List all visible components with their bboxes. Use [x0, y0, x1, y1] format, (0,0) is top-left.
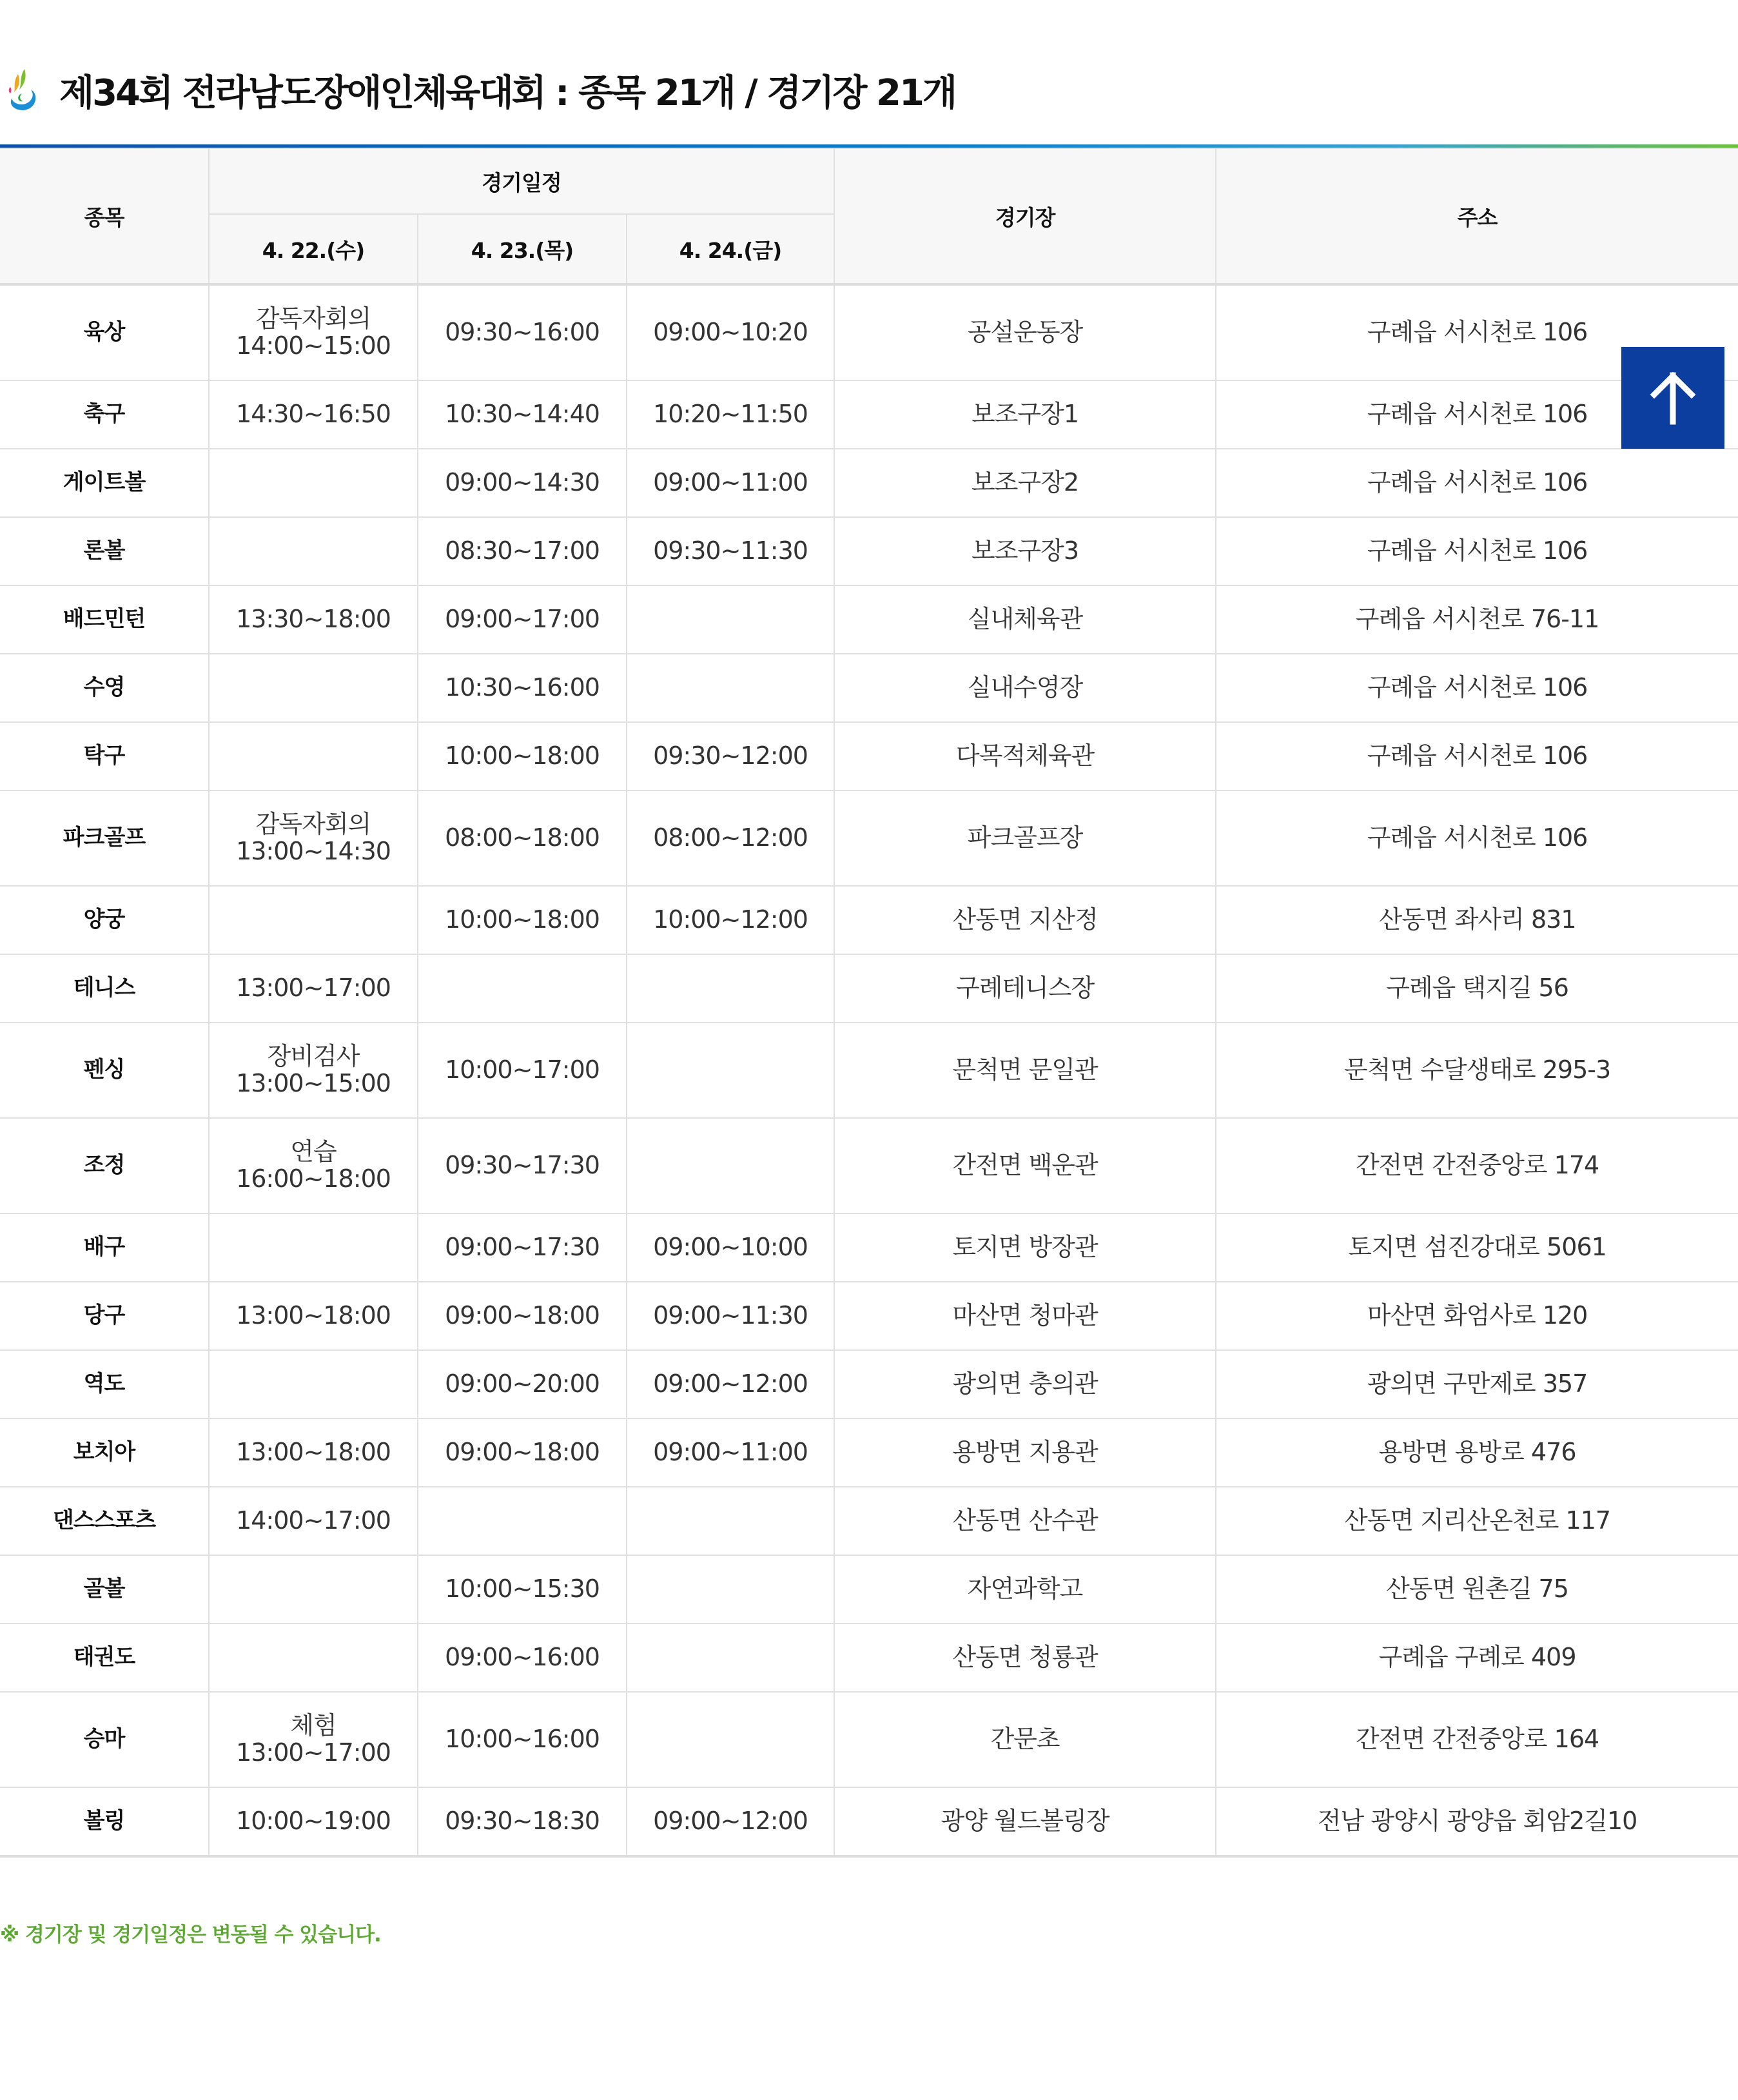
day1-cell [209, 1487, 418, 1555]
venue-cell [834, 585, 1216, 654]
day1-cell-text: 13:00~17:00 [236, 1738, 391, 1767]
address-cell-text: 산동면 지리산온천로 117 [1344, 1506, 1611, 1535]
day1-cell [209, 1692, 418, 1787]
table-row [0, 284, 1738, 380]
address-cell [1216, 449, 1738, 517]
day2-cell [418, 1555, 627, 1624]
day1-cell-text: 장비검사 [267, 1042, 360, 1071]
day1-cell [209, 790, 418, 886]
sport-cell-text: 육상 [83, 319, 125, 346]
address-cell [1216, 1692, 1738, 1787]
day3-cell [627, 449, 834, 517]
address-cell [1216, 1418, 1738, 1487]
venue-cell [834, 1487, 1216, 1555]
day2-cell-text: 08:30~17:00 [445, 536, 600, 565]
day3-cell-text: 09:00~11:00 [653, 1438, 808, 1467]
day1-cell-text: 16:00~18:00 [236, 1164, 391, 1193]
day2-cell-text: 09:00~18:00 [445, 1438, 600, 1467]
table-row [0, 886, 1738, 954]
address-cell-text: 구례읍 서시천로 106 [1367, 823, 1588, 852]
sport-cell [0, 380, 209, 449]
day3-cell-text: 09:30~12:00 [653, 741, 808, 770]
address-cell [1216, 790, 1738, 886]
table-row [0, 654, 1738, 722]
day3-cell [627, 1023, 834, 1118]
day1-cell-text: 체험 [290, 1711, 337, 1740]
day1-cell [209, 1418, 418, 1487]
sport-cell [0, 654, 209, 722]
address-cell-text: 간전면 간전중앙로 164 [1355, 1725, 1599, 1754]
day3-cell-text: 10:20~11:50 [653, 400, 808, 429]
table-row [0, 380, 1738, 449]
header-venue: 경기장 [834, 148, 1216, 284]
header-day-3: 4. 24.(금) [627, 214, 834, 284]
day2-cell-text: 09:30~18:30 [445, 1807, 600, 1836]
sport-cell [0, 449, 209, 517]
venue-cell-text: 간전면 백운관 [952, 1151, 1098, 1180]
day2-cell-text: 09:30~17:30 [445, 1151, 600, 1180]
day3-cell [627, 722, 834, 790]
day1-cell [209, 585, 418, 654]
address-cell [1216, 1213, 1738, 1282]
day2-cell [418, 654, 627, 722]
venue-cell-text: 토지면 방장관 [952, 1233, 1098, 1262]
sport-cell-text: 테니스 [73, 975, 135, 1001]
day2-cell-text: 09:00~17:30 [445, 1233, 600, 1262]
sport-cell [0, 1787, 209, 1856]
venue-cell [834, 1213, 1216, 1282]
table-row [0, 1787, 1738, 1856]
sport-cell-text: 펜싱 [83, 1057, 125, 1083]
day1-cell-text: 13:00~15:00 [236, 1069, 391, 1097]
table-row [0, 1350, 1738, 1418]
day3-cell-text: 09:00~10:20 [653, 318, 808, 347]
address-cell [1216, 654, 1738, 722]
address-cell-text: 광의면 구만제로 357 [1367, 1369, 1588, 1398]
table-row [0, 517, 1738, 585]
venue-cell-text: 자연과학고 [967, 1575, 1083, 1604]
event-logo-icon [5, 68, 44, 113]
day1-cell-text: 13:00~18:00 [236, 1438, 391, 1467]
day3-cell [627, 1213, 834, 1282]
sport-cell-text: 배드민턴 [63, 606, 146, 633]
venue-cell-text: 공설운동장 [967, 318, 1083, 347]
venue-cell-text: 구례테니스장 [955, 974, 1095, 1003]
day1-cell [209, 380, 418, 449]
day3-cell-text: 08:00~12:00 [653, 823, 808, 852]
venue-cell [834, 1787, 1216, 1856]
day1-cell-text: 14:00~17:00 [236, 1506, 391, 1535]
table-row [0, 585, 1738, 654]
address-cell-text: 구례읍 서시천로 106 [1367, 468, 1588, 497]
day3-cell [627, 1787, 834, 1856]
day2-cell-text: 10:30~14:40 [445, 400, 600, 429]
header-sport: 종목 [0, 148, 209, 284]
sport-cell-text: 게이트볼 [63, 469, 146, 496]
venue-cell [834, 722, 1216, 790]
schedule-change-note: ※ 경기장 및 경기일정은 변동될 수 있습니다. [0, 1923, 381, 1947]
address-cell [1216, 954, 1738, 1023]
venue-cell-text: 파크골프장 [967, 823, 1083, 852]
address-cell-text: 문척면 수달생태로 295-3 [1343, 1055, 1611, 1084]
day2-cell [418, 1023, 627, 1118]
day2-cell [418, 585, 627, 654]
day2-cell-text: 10:00~18:00 [445, 741, 600, 770]
day3-cell-text: 09:00~10:00 [653, 1233, 808, 1262]
sport-cell [0, 284, 209, 380]
day3-cell [627, 886, 834, 954]
sport-cell-text: 골볼 [83, 1576, 125, 1602]
day1-cell [209, 517, 418, 585]
day1-cell-text: 10:00~19:00 [236, 1807, 391, 1836]
day2-cell-text: 09:00~16:00 [445, 1643, 600, 1672]
sport-cell [0, 790, 209, 886]
sport-cell-text: 당구 [83, 1302, 125, 1329]
day2-cell-text: 10:00~16:00 [445, 1725, 600, 1754]
day2-cell [418, 1118, 627, 1213]
schedule-table-body [0, 284, 1738, 1856]
table-row [0, 1624, 1738, 1692]
address-cell [1216, 886, 1738, 954]
venue-cell [834, 1692, 1216, 1787]
day2-cell [418, 284, 627, 380]
venue-cell-text: 실내체육관 [967, 605, 1083, 634]
address-cell-text: 구례읍 구례로 409 [1378, 1643, 1576, 1672]
day2-cell [418, 722, 627, 790]
day1-cell-text: 감독자회의 [255, 810, 371, 839]
sport-cell-text: 탁구 [83, 743, 125, 769]
day2-cell [418, 517, 627, 585]
venue-cell-text: 마산면 청마관 [952, 1301, 1098, 1330]
venue-cell-text: 용방면 지용관 [952, 1438, 1098, 1467]
day1-cell [209, 954, 418, 1023]
sport-cell [0, 517, 209, 585]
day3-cell [627, 954, 834, 1023]
day3-cell-text: 10:00~12:00 [653, 905, 808, 934]
venue-cell [834, 790, 1216, 886]
sport-cell [0, 1487, 209, 1555]
address-cell [1216, 585, 1738, 654]
venue-cell [834, 1350, 1216, 1418]
venue-cell [834, 284, 1216, 380]
day2-cell-text: 09:00~18:00 [445, 1301, 600, 1330]
sport-cell [0, 954, 209, 1023]
sport-cell [0, 585, 209, 654]
venue-cell [834, 954, 1216, 1023]
day1-cell [209, 1213, 418, 1282]
day3-cell-text: 09:30~11:30 [653, 536, 808, 565]
table-row [0, 1418, 1738, 1487]
day2-cell [418, 449, 627, 517]
sport-cell-text: 보치아 [73, 1439, 135, 1466]
address-cell [1216, 1487, 1738, 1555]
day3-cell [627, 284, 834, 380]
day3-cell-text: 09:00~12:00 [653, 1807, 808, 1836]
day1-cell-text: 13:00~17:00 [236, 974, 391, 1003]
sport-cell [0, 1350, 209, 1418]
day3-cell [627, 1418, 834, 1487]
day2-cell-text: 09:00~17:00 [445, 605, 600, 634]
day1-cell-text: 감독자회의 [255, 304, 371, 333]
day3-cell [627, 790, 834, 886]
day3-cell [627, 1555, 834, 1624]
venue-cell [834, 886, 1216, 954]
day2-cell-text: 10:00~15:30 [445, 1575, 600, 1604]
day1-cell [209, 449, 418, 517]
sport-cell-text: 파크골프 [63, 825, 146, 851]
venue-cell [834, 1282, 1216, 1350]
address-cell [1216, 517, 1738, 585]
address-cell [1216, 1624, 1738, 1692]
address-cell [1216, 722, 1738, 790]
venue-cell-text: 광의면 충의관 [952, 1369, 1098, 1398]
address-cell-text: 구례읍 서시천로 106 [1367, 400, 1588, 429]
day3-cell [627, 1282, 834, 1350]
venue-cell-text: 산동면 청룡관 [952, 1643, 1098, 1672]
sport-cell [0, 1118, 209, 1213]
day3-cell [627, 380, 834, 449]
address-cell-text: 구례읍 택지길 56 [1386, 974, 1568, 1003]
sport-cell-text: 수영 [83, 674, 125, 701]
table-row [0, 1023, 1738, 1118]
day2-cell-text: 10:30~16:00 [445, 673, 600, 702]
scroll-to-top-button[interactable] [1621, 347, 1724, 449]
sport-cell-text: 조정 [83, 1152, 125, 1179]
day3-cell [627, 517, 834, 585]
day2-cell-text: 09:00~14:30 [445, 468, 600, 497]
sport-cell-text: 역도 [83, 1371, 125, 1397]
day3-cell [627, 654, 834, 722]
address-cell [1216, 1118, 1738, 1213]
table-row [0, 1487, 1738, 1555]
page-header [5, 64, 955, 116]
venue-cell [834, 1023, 1216, 1118]
day2-cell-text: 10:00~18:00 [445, 905, 600, 934]
venue-cell-text: 광양 월드볼링장 [941, 1807, 1109, 1836]
sport-cell-text: 양궁 [83, 907, 125, 933]
day3-cell [627, 585, 834, 654]
day3-cell [627, 1487, 834, 1555]
venue-cell-text: 실내수영장 [967, 673, 1083, 702]
day2-cell [418, 380, 627, 449]
sport-cell-text: 론볼 [83, 538, 125, 564]
venue-cell-text: 다목적체육관 [955, 741, 1095, 770]
day2-cell [418, 1282, 627, 1350]
day2-cell [418, 1213, 627, 1282]
address-cell-text: 구례읍 서시천로 76-11 [1355, 605, 1599, 634]
address-cell-text: 구례읍 서시천로 106 [1367, 536, 1588, 565]
day2-cell [418, 1692, 627, 1787]
day1-cell [209, 1555, 418, 1624]
venue-cell [834, 654, 1216, 722]
header-day-1: 4. 22.(수) [209, 214, 418, 284]
day2-cell [418, 954, 627, 1023]
day3-cell [627, 1692, 834, 1787]
sport-cell [0, 886, 209, 954]
day1-cell-text: 14:00~15:00 [236, 331, 391, 360]
sport-cell [0, 1023, 209, 1118]
table-row [0, 1213, 1738, 1282]
day3-cell-text: 09:00~11:30 [653, 1301, 808, 1330]
day2-cell-text: 08:00~18:00 [445, 823, 600, 852]
venue-cell-text: 보조구장3 [972, 536, 1079, 565]
table-row [0, 449, 1738, 517]
sport-cell [0, 1624, 209, 1692]
day1-cell [209, 1023, 418, 1118]
table-row [0, 1282, 1738, 1350]
sport-cell-text: 배구 [83, 1234, 125, 1261]
day1-cell [209, 284, 418, 380]
day1-cell-text: 연습 [290, 1137, 337, 1166]
day2-cell-text: 09:30~16:00 [445, 318, 600, 347]
venue-cell [834, 380, 1216, 449]
day2-cell [418, 1418, 627, 1487]
sport-cell [0, 1282, 209, 1350]
day2-cell [418, 790, 627, 886]
venue-cell [834, 1418, 1216, 1487]
sport-cell [0, 1555, 209, 1624]
address-cell-text: 마산면 화엄사로 120 [1367, 1301, 1588, 1330]
venue-cell-text: 문척면 문일관 [952, 1055, 1098, 1084]
address-cell-text: 산동면 좌사리 831 [1378, 905, 1576, 934]
header-address: 주소 [1216, 148, 1738, 284]
day1-cell [209, 1282, 418, 1350]
header-day-2: 4. 23.(목) [418, 214, 627, 284]
sport-cell [0, 722, 209, 790]
address-cell [1216, 1787, 1738, 1856]
day1-cell-text: 14:30~16:50 [236, 400, 391, 429]
venue-cell [834, 1624, 1216, 1692]
day1-cell [209, 1350, 418, 1418]
day3-cell [627, 1624, 834, 1692]
sport-cell [0, 1692, 209, 1787]
table-row [0, 1692, 1738, 1787]
sport-cell-text: 축구 [83, 401, 125, 427]
address-cell [1216, 1023, 1738, 1118]
day2-cell-text: 09:00~20:00 [445, 1369, 600, 1398]
day1-cell [209, 1118, 418, 1213]
day1-cell [209, 654, 418, 722]
table-row [0, 1555, 1738, 1624]
address-cell-text: 전남 광양시 광양읍 회암2길10 [1317, 1807, 1637, 1836]
table-row [0, 954, 1738, 1023]
venue-cell-text: 산동면 지산정 [952, 905, 1098, 934]
day1-cell [209, 1787, 418, 1856]
venue-cell-text: 산동면 산수관 [952, 1506, 1098, 1535]
sport-cell-text: 태권도 [73, 1644, 135, 1671]
sport-cell-text: 볼링 [83, 1808, 125, 1834]
sport-cell [0, 1418, 209, 1487]
venue-cell [834, 517, 1216, 585]
arrow-up-icon [1644, 369, 1702, 427]
address-cell-text: 구례읍 서시천로 106 [1367, 673, 1588, 702]
table-row [0, 1118, 1738, 1213]
venue-cell [834, 449, 1216, 517]
table-row [0, 790, 1738, 886]
day2-cell [418, 1350, 627, 1418]
table-row [0, 722, 1738, 790]
day2-cell [418, 1787, 627, 1856]
day3-cell [627, 1350, 834, 1418]
day2-cell-text: 10:00~17:00 [445, 1055, 600, 1084]
day2-cell [418, 1487, 627, 1555]
sport-cell-text: 승마 [83, 1726, 125, 1752]
day1-cell [209, 886, 418, 954]
day1-cell-text: 13:00~18:00 [236, 1301, 391, 1330]
address-cell-text: 구례읍 서시천로 106 [1367, 741, 1588, 770]
address-cell [1216, 1350, 1738, 1418]
venue-cell-text: 간문초 [990, 1725, 1060, 1754]
address-cell-text: 구례읍 서시천로 106 [1367, 318, 1588, 347]
day2-cell [418, 1624, 627, 1692]
venue-cell-text: 보조구장2 [972, 468, 1079, 497]
day1-cell [209, 722, 418, 790]
venue-cell-text: 보조구장1 [972, 400, 1079, 429]
sport-cell [0, 1213, 209, 1282]
sport-cell-text: 댄스스포츠 [52, 1507, 156, 1534]
day1-cell [209, 1624, 418, 1692]
venue-cell [834, 1118, 1216, 1213]
day2-cell [418, 886, 627, 954]
address-cell-text: 간전면 간전중앙로 174 [1355, 1151, 1599, 1180]
venue-cell [834, 1555, 1216, 1624]
day3-cell [627, 1118, 834, 1213]
address-cell-text: 산동면 원촌길 75 [1386, 1575, 1568, 1604]
address-cell [1216, 1282, 1738, 1350]
address-cell-text: 토지면 섬진강대로 5061 [1348, 1233, 1606, 1262]
day1-cell-text: 13:00~14:30 [236, 837, 391, 865]
address-cell-text: 용방면 용방로 476 [1378, 1438, 1576, 1467]
day3-cell-text: 09:00~12:00 [653, 1369, 808, 1398]
day3-cell-text: 09:00~11:00 [653, 468, 808, 497]
header-schedule: 경기일정 [209, 148, 834, 214]
schedule-table [0, 148, 1738, 1858]
address-cell [1216, 1555, 1738, 1624]
page-title: 제34회 전라남도장애인체육대회 : 종목 21개 / 경기장 21개 [59, 72, 956, 114]
day1-cell-text: 13:30~18:00 [236, 605, 391, 634]
